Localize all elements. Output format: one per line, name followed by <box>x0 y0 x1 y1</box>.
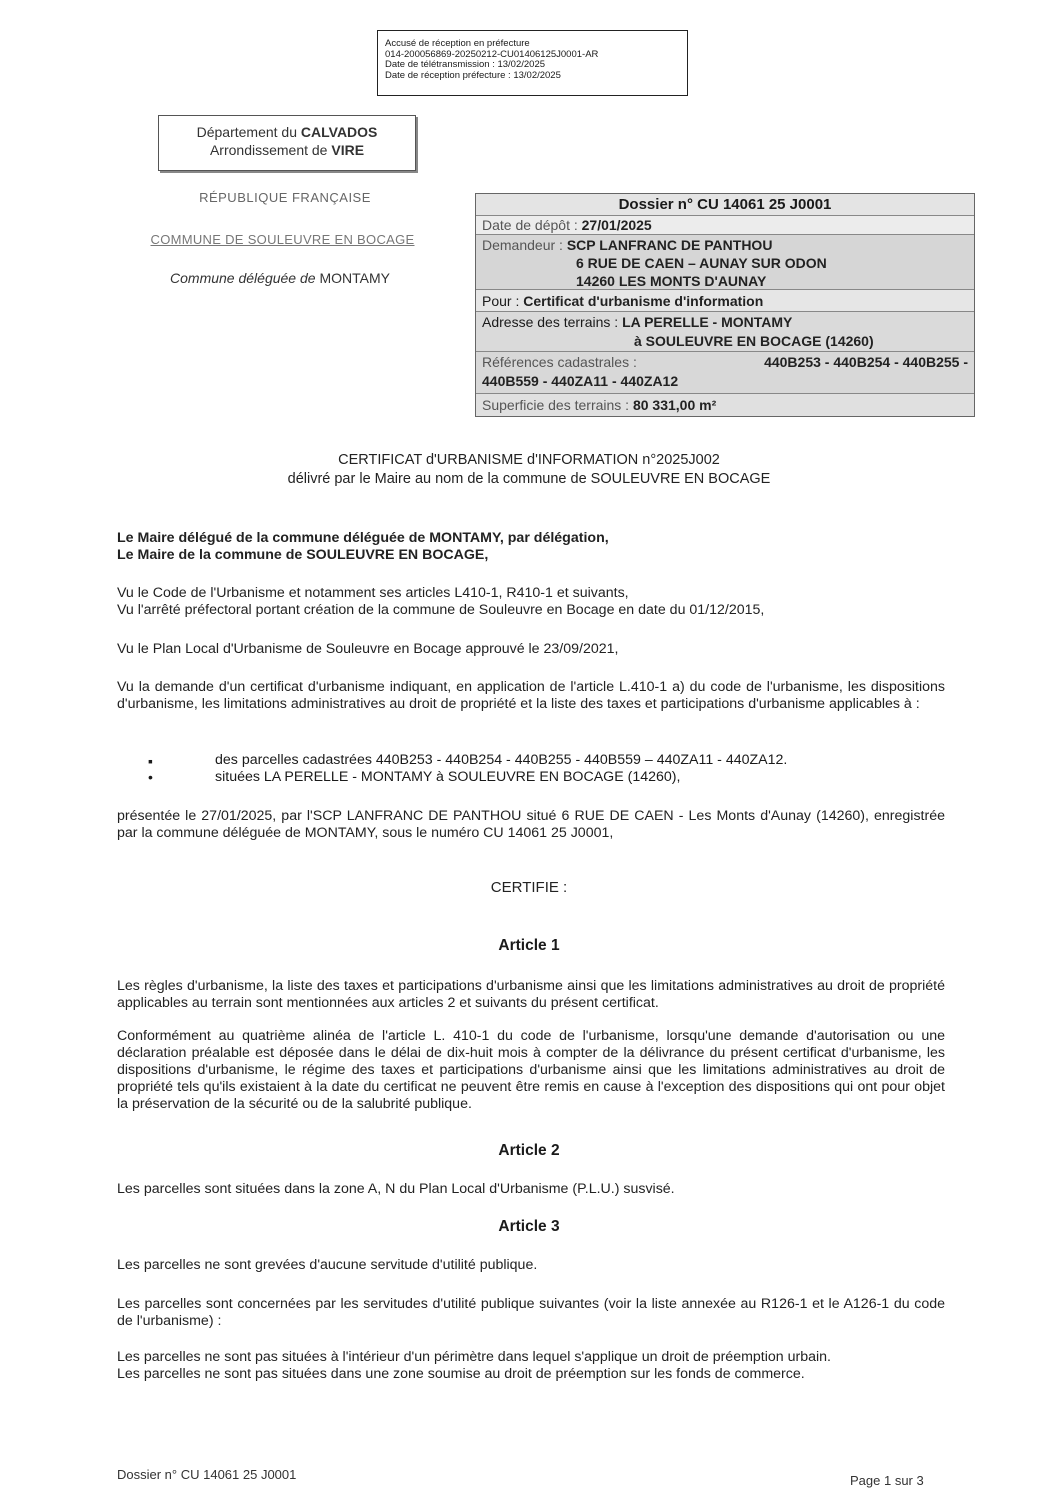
certifie-heading: CERTIFIE : <box>490 879 568 896</box>
dossier-superficie <box>476 394 974 416</box>
maire-line2: Le Maire de la commune de SOULEUVRE EN BOCAGE, <box>117 547 489 563</box>
vu-demande: Vu la demande d'un certificat d'urbanisme indiquant, en application de l'article L.410-1 a) du code de l'urbanisme, les dispositions d'urbanisme, les limitations administratives au droit de propriété et la liste des taxes et participations d'urbanisme applicables à : <box>117 679 945 712</box>
stamp-line: Date de télétransmission : 13/02/2025 <box>385 59 546 70</box>
article-1-p1: Les règles d'urbanisme, la liste des taxes et participations d'urbanisme ainsi que les limitations administratives au droit de propriété applicables au terrain sont mentionnées aux articles 2 et suivants du présent certificat. <box>117 978 945 1011</box>
stamp-line: Accusé de réception en préfecture <box>385 38 530 49</box>
commune-label: COMMUNE DE SOULEUVRE EN BOCAGE <box>150 232 415 247</box>
article-1-title: Article 1 <box>498 937 560 954</box>
presentee-paragraph: présentée le 27/01/2025, par l'SCP LANFRANC DE PANTHOU situé 6 RUE DE CAEN - Les Monts d'Aunay (14260), enregistrée par la commune déléguée de MONTAMY, sous le numéro CU 14061 25 J0001, <box>117 808 945 841</box>
adresse-line2: à SOULEUVRE EN BOCAGE (14260) <box>634 333 874 349</box>
arrondissement-name: VIRE <box>331 142 365 158</box>
dossier-box <box>475 193 975 417</box>
adresse-label: Adresse des terrains : <box>482 314 623 330</box>
maire-line1: Le Maire délégué de la commune déléguée de MONTAMY, par délégation, <box>117 530 609 546</box>
demandeur-city: 14260 LES MONTS D'AUNAY <box>576 273 767 289</box>
deleg-prefix: Commune déléguée de <box>170 270 320 286</box>
article-2-p1: Les parcelles sont situées dans la zone A, N du Plan Local d'Urbanisme (P.L.U.) susvisé. <box>117 1181 675 1197</box>
certificate-title: CERTIFICAT d'URBANISME d'INFORMATION n°2025J002 <box>338 452 720 468</box>
depot-value: 27/01/2025 <box>581 217 652 233</box>
article-3-p3b: Les parcelles ne sont pas situées dans une zone soumise au droit de préemption sur les fonds de commerce. <box>117 1366 805 1382</box>
refs-line1: 440B253 - 440B254 - 440B255 - <box>764 354 968 370</box>
stamp-line: 014-200056869-20250212-CU01406125J0001-AR <box>385 48 599 60</box>
depot-label: Date de dépôt : <box>482 217 582 233</box>
dept-prefix: Département du <box>196 124 301 140</box>
bullet-situees: situées LA PERELLE - MONTAMY à SOULEUVRE EN BOCAGE (14260), <box>215 769 681 785</box>
dossier-references <box>476 352 974 394</box>
refs-line2: 440B559 - 440ZA11 - 440ZA12 <box>482 373 679 389</box>
refs-label: Références cadastrales : <box>482 354 637 370</box>
superficie-label: Superficie des terrains : <box>482 397 633 413</box>
republique-label: RÉPUBLIQUE FRANÇAISE <box>199 190 371 205</box>
bullet-dot: ▪ <box>148 753 153 769</box>
dept-name: CALVADOS <box>300 124 378 140</box>
article-3-p3a: Les parcelles ne sont pas situées à l'intérieur d'un périmètre dans lequel s'applique un droit de préemption urbain. <box>117 1349 831 1365</box>
vu-code: Vu le Code de l'Urbanisme et notamment ses articles L410-1, R410-1 et suivants, <box>117 585 629 601</box>
vu-plu: Vu le Plan Local d'Urbanisme de Souleuvre en Bocage approuvé le 23/09/2021, <box>117 641 619 657</box>
article-2-title: Article 2 <box>498 1142 560 1159</box>
bullet-dot: • <box>148 769 153 785</box>
adresse-line1: LA PERELLE - MONTAMY <box>622 314 793 330</box>
department-box <box>158 115 416 171</box>
commune-deleguee <box>130 270 430 286</box>
dossier-demandeur <box>476 235 974 290</box>
demandeur-label: Demandeur : <box>482 237 567 253</box>
footer-page: Page 1 sur 3 <box>850 1473 924 1488</box>
demandeur-name: SCP LANFRANC DE PANTHOU <box>566 237 773 253</box>
article-1-p2: Conformément au quatrième alinéa de l'article L. 410-1 du code de l'urbanisme, lorsqu'une demande d'autorisation ou une déclaration préalable est déposée dans le délai de dix-huit mois à compter de la délivrance du présent certificat d'urbanisme, les dispositions d'urbanisme, le régime des taxes et participations d'urbanisme ainsi que les limitations administratives au droit de propriété tels qu'ils existaient à la date du certificat ne peuvent être remis en cause à l'exception des dispositions qui ont pour objet la préservation de la sécurité ou de la salubrité publique. <box>117 1028 945 1112</box>
superficie-value: 80 331,00 m² <box>632 397 717 413</box>
footer-dossier: Dossier n° CU 14061 25 J0001 <box>117 1467 297 1482</box>
vu-arrete: Vu l'arrêté préfectoral portant création de la commune de Souleuvre en Bocage en date du 01/12/2015, <box>117 602 765 618</box>
article-3-title: Article 3 <box>498 1218 560 1235</box>
dossier-pour <box>476 290 974 312</box>
deleg-name: MONTAMY <box>319 270 390 286</box>
demandeur-address: 6 RUE DE CAEN – AUNAY SUR ODON <box>576 255 827 271</box>
article-3-p2: Les parcelles sont concernées par les servitudes d'utilité publique suivantes (voir la liste annexée au R126-1 et le A126-1 du code de l'urbanisme) : <box>117 1296 945 1329</box>
arrondissement-prefix: Arrondissement de <box>209 142 332 158</box>
reception-stamp <box>377 30 688 96</box>
dossier-adresse <box>476 312 974 352</box>
bullet-parcelles: des parcelles cadastrées 440B253 - 440B254 - 440B255 - 440B559 – 440ZA11 - 440ZA12. <box>215 752 788 768</box>
dossier-title: Dossier n° CU 14061 25 J0001 <box>476 194 974 216</box>
stamp-line: Date de réception préfecture : 13/02/2025 <box>385 69 561 81</box>
certificate-subtitle: délivré par le Maire au nom de la commune de SOULEUVRE EN BOCAGE <box>287 471 771 487</box>
pour-value: Certificat d'urbanisme d'information <box>523 293 764 309</box>
pour-label: Pour : <box>482 293 524 309</box>
dossier-depot <box>476 216 974 235</box>
article-3-p1: Les parcelles ne sont grevées d'aucune servitude d'utilité publique. <box>117 1257 538 1273</box>
